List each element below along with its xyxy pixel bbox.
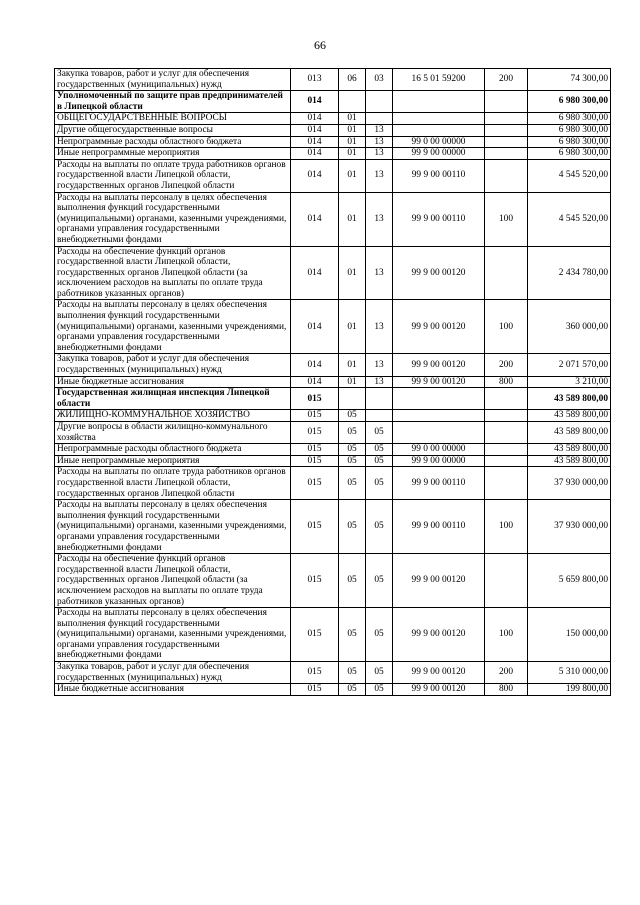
target-article-cell: 99 0 00 00000 [393,136,485,148]
target-article-cell: 16 5 01 59200 [393,69,485,91]
table-row [55,455,611,467]
section-code-cell: 01 [339,300,366,354]
amount-cell: 43 589 800,00 [528,444,611,456]
target-article-cell [393,124,485,136]
amount-cell: 6 980 300,00 [528,113,611,125]
ministry-code-cell: 015 [291,467,339,500]
table-row [55,684,611,696]
subsection-code-cell [366,91,393,113]
section-code-cell: 05 [339,444,366,456]
section-code-cell: 01 [339,136,366,148]
ministry-code-cell: 015 [291,608,339,662]
amount-cell: 37 930 000,00 [528,500,611,554]
table-row [55,410,611,422]
amount-cell: 6 980 300,00 [528,124,611,136]
amount-cell: 5 659 800,00 [528,554,611,608]
expense-name-cell: Непрограммные расходы областного бюджета [55,136,291,148]
expense-name-cell: Расходы на обеспечение функций органов государственной власти Липецкой области, государственных органов Липецкой области (за исключением расходов на выплаты по оплате труда работников указанных органов) [55,246,291,300]
subsection-code-cell: 13 [366,354,393,376]
target-article-cell: 99 9 00 00120 [393,554,485,608]
budget-table [54,68,611,696]
amount-cell: 6 980 300,00 [528,136,611,148]
ministry-code-cell: 014 [291,113,339,125]
ministry-code-cell: 015 [291,554,339,608]
ministry-code-cell: 014 [291,136,339,148]
expense-name-cell: Расходы на обеспечение функций органов государственной власти Липецкой области, государственных органов Липецкой области (за исключением расходов на выплаты по оплате труда работников указанных органов) [55,554,291,608]
expense-name-cell: Расходы на выплаты персоналу в целях обеспечения выполнения функций государственными (муниципальными) органами, казенными учреждениями, органами управления государственными внебюджетными фондами [55,608,291,662]
expense-type-cell [485,124,528,136]
expense-type-cell [485,388,528,410]
section-code-cell: 01 [339,159,366,192]
subsection-code-cell: 05 [366,662,393,684]
target-article-cell: 99 9 00 00110 [393,500,485,554]
ministry-code-cell: 014 [291,192,339,246]
subsection-code-cell: 13 [366,300,393,354]
ministry-code-cell: 015 [291,500,339,554]
expense-name-cell: Закупка товаров, работ и услуг для обеспечения государственных (муниципальных) нужд [55,354,291,376]
table-row [55,608,611,662]
subsection-code-cell: 13 [366,136,393,148]
table-row [55,444,611,456]
amount-cell: 3 210,00 [528,376,611,388]
section-code-cell [339,91,366,113]
target-article-cell: 99 9 00 00120 [393,684,485,696]
amount-cell: 150 000,00 [528,608,611,662]
target-article-cell [393,113,485,125]
section-code-cell: 01 [339,246,366,300]
subsection-code-cell: 05 [366,500,393,554]
target-article-cell: 99 9 00 00110 [393,159,485,192]
expense-name-cell: Иные бюджетные ассигнования [55,684,291,696]
amount-cell: 4 545 520,00 [528,192,611,246]
ministry-code-cell: 013 [291,69,339,91]
target-article-cell: 99 9 00 00120 [393,608,485,662]
target-article-cell: 99 9 00 00120 [393,376,485,388]
ministry-code-cell: 015 [291,455,339,467]
table-row [55,246,611,300]
section-code-cell: 01 [339,124,366,136]
section-code-cell: 06 [339,69,366,91]
amount-cell: 6 980 300,00 [528,91,611,113]
ministry-code-cell: 015 [291,410,339,422]
expense-type-cell [485,422,528,444]
amount-cell: 43 589 800,00 [528,422,611,444]
expense-type-cell: 100 [485,192,528,246]
table-row [55,192,611,246]
table-row [55,124,611,136]
section-code-cell: 01 [339,354,366,376]
ministry-code-cell: 014 [291,159,339,192]
expense-name-cell: Государственная жилищная инспекция Липецкой области [55,388,291,410]
expense-type-cell [485,113,528,125]
amount-cell: 360 000,00 [528,300,611,354]
target-article-cell: 99 9 00 00120 [393,354,485,376]
amount-cell: 74 300,00 [528,69,611,91]
expense-name-cell: Расходы на выплаты персоналу в целях обеспечения выполнения функций государственными (муниципальными) органами, казенными учреждениями, органами управления государственными внебюджетными фондами [55,300,291,354]
amount-cell: 2 434 780,00 [528,246,611,300]
amount-cell: 43 589 800,00 [528,410,611,422]
target-article-cell [393,388,485,410]
budget-table-body [55,69,611,696]
amount-cell: 43 589 800,00 [528,388,611,410]
subsection-code-cell: 13 [366,124,393,136]
expense-type-cell [485,159,528,192]
table-row [55,148,611,160]
target-article-cell: 99 9 00 00000 [393,455,485,467]
expense-type-cell: 200 [485,354,528,376]
expense-name-cell: Иные непрограммные мероприятия [55,148,291,160]
subsection-code-cell [366,388,393,410]
amount-cell: 2 071 570,00 [528,354,611,376]
expense-type-cell [485,246,528,300]
table-row [55,300,611,354]
target-article-cell [393,422,485,444]
table-row [55,388,611,410]
section-code-cell: 05 [339,684,366,696]
subsection-code-cell: 13 [366,192,393,246]
ministry-code-cell: 014 [291,300,339,354]
target-article-cell: 99 9 00 00120 [393,246,485,300]
expense-name-cell: ЖИЛИЩНО-КОММУНАЛЬНОЕ ХОЗЯЙСТВО [55,410,291,422]
table-row [55,376,611,388]
expense-type-cell [485,444,528,456]
expense-type-cell: 200 [485,69,528,91]
table-row [55,354,611,376]
ministry-code-cell: 014 [291,376,339,388]
expense-type-cell: 800 [485,376,528,388]
section-code-cell: 01 [339,192,366,246]
expense-type-cell [485,91,528,113]
section-code-cell: 05 [339,554,366,608]
subsection-code-cell: 13 [366,159,393,192]
expense-name-cell: ОБЩЕГОСУДАРСТВЕННЫЕ ВОПРОСЫ [55,113,291,125]
expense-name-cell: Непрограммные расходы областного бюджета [55,444,291,456]
table-row [55,159,611,192]
ministry-code-cell: 015 [291,662,339,684]
expense-type-cell: 100 [485,500,528,554]
ministry-code-cell: 014 [291,246,339,300]
section-code-cell: 05 [339,662,366,684]
section-code-cell [339,388,366,410]
section-code-cell: 05 [339,410,366,422]
subsection-code-cell [366,410,393,422]
ministry-code-cell: 014 [291,354,339,376]
table-row [55,422,611,444]
expense-name-cell: Иные непрограммные мероприятия [55,455,291,467]
section-code-cell: 01 [339,376,366,388]
target-article-cell: 99 9 00 00110 [393,467,485,500]
subsection-code-cell: 05 [366,467,393,500]
ministry-code-cell: 014 [291,91,339,113]
subsection-code-cell: 05 [366,455,393,467]
subsection-code-cell: 13 [366,148,393,160]
table-row [55,500,611,554]
expense-type-cell [485,136,528,148]
subsection-code-cell [366,113,393,125]
expense-name-cell: Расходы на выплаты персоналу в целях обеспечения выполнения функций государственными (муниципальными) органами, казенными учреждениями, органами управления государственными внебюджетными фондами [55,192,291,246]
page-number: 66 [314,38,326,52]
ministry-code-cell: 015 [291,684,339,696]
subsection-code-cell: 13 [366,376,393,388]
table-row [55,91,611,113]
target-article-cell [393,410,485,422]
subsection-code-cell: 13 [366,246,393,300]
expense-type-cell [485,467,528,500]
subsection-code-cell: 03 [366,69,393,91]
section-code-cell: 05 [339,467,366,500]
ministry-code-cell: 015 [291,444,339,456]
table-row [55,136,611,148]
section-code-cell: 05 [339,422,366,444]
expense-name-cell: Расходы на выплаты персоналу в целях обеспечения выполнения функций государственными (муниципальными) органами, казенными учреждениями, органами управления государственными внебюджетными фондами [55,500,291,554]
expense-type-cell: 800 [485,684,528,696]
target-article-cell: 99 9 00 00110 [393,192,485,246]
expense-type-cell [485,554,528,608]
amount-cell: 4 545 520,00 [528,159,611,192]
ministry-code-cell: 015 [291,388,339,410]
subsection-code-cell: 05 [366,422,393,444]
amount-cell: 43 589 800,00 [528,455,611,467]
section-code-cell: 01 [339,148,366,160]
target-article-cell: 99 9 00 00120 [393,300,485,354]
expense-name-cell: Иные бюджетные ассигнования [55,376,291,388]
expense-name-cell: Расходы на выплаты по оплате труда работников органов государственной власти Липецкой области, государственных органов Липецкой области [55,159,291,192]
amount-cell: 5 310 000,00 [528,662,611,684]
target-article-cell: 99 9 00 00000 [393,148,485,160]
expense-name-cell: Другие общегосударственные вопросы [55,124,291,136]
target-article-cell: 99 0 00 00000 [393,444,485,456]
expense-type-cell [485,148,528,160]
expense-name-cell: Другие вопросы в области жилищно-коммунального хозяйства [55,422,291,444]
section-code-cell: 05 [339,608,366,662]
table-row [55,554,611,608]
ministry-code-cell: 014 [291,148,339,160]
expense-name-cell: Уполномоченный по защите прав предпринимателей в Липецкой области [55,91,291,113]
expense-type-cell: 200 [485,662,528,684]
subsection-code-cell: 05 [366,684,393,696]
section-code-cell: 01 [339,113,366,125]
expense-type-cell [485,410,528,422]
target-article-cell [393,91,485,113]
expense-name-cell: Закупка товаров, работ и услуг для обеспечения государственных (муниципальных) нужд [55,69,291,91]
subsection-code-cell: 05 [366,444,393,456]
expense-type-cell: 100 [485,300,528,354]
table-row [55,69,611,91]
target-article-cell: 99 9 00 00120 [393,662,485,684]
subsection-code-cell: 05 [366,608,393,662]
ministry-code-cell: 014 [291,124,339,136]
expense-name-cell: Закупка товаров, работ и услуг для обеспечения государственных (муниципальных) нужд [55,662,291,684]
amount-cell: 6 980 300,00 [528,148,611,160]
table-row [55,113,611,125]
expense-type-cell: 100 [485,608,528,662]
amount-cell: 199 800,00 [528,684,611,696]
subsection-code-cell: 05 [366,554,393,608]
expense-type-cell [485,455,528,467]
ministry-code-cell: 015 [291,422,339,444]
expense-name-cell: Расходы на выплаты по оплате труда работников органов государственной власти Липецкой области, государственных органов Липецкой области [55,467,291,500]
section-code-cell: 05 [339,455,366,467]
section-code-cell: 05 [339,500,366,554]
table-row [55,467,611,500]
table-row [55,662,611,684]
amount-cell: 37 930 000,00 [528,467,611,500]
